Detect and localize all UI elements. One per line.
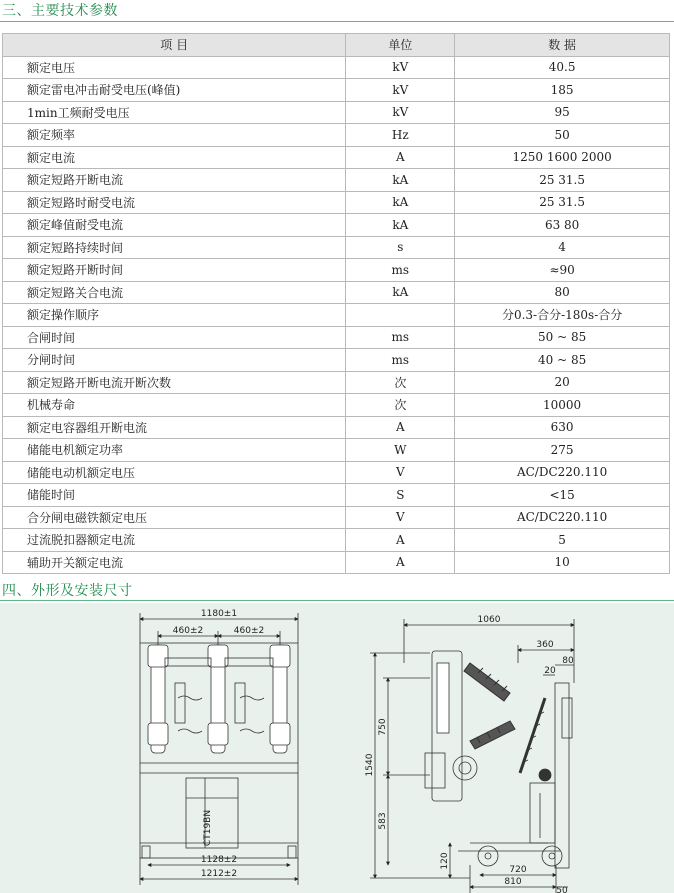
- row-value: AC/DC220.110: [455, 506, 670, 529]
- side-depth-label: 1060: [477, 615, 501, 625]
- front-base-outer-label: 1212±2: [200, 869, 238, 879]
- front-pitch-right-label: 460±2: [233, 626, 265, 636]
- row-value: 630: [455, 416, 670, 439]
- row-unit: ms: [346, 349, 455, 372]
- row-item: 储能时间: [3, 484, 346, 507]
- row-unit: kV: [346, 101, 455, 124]
- side-height-lower-label: 583: [378, 812, 388, 830]
- header-unit: 单位: [346, 34, 455, 57]
- table-row: [3, 101, 670, 124]
- row-value: 50 ~ 85: [455, 326, 670, 349]
- row-item: 额定电容器组开断电流: [3, 416, 346, 439]
- row-unit: kV: [346, 56, 455, 79]
- row-unit: S: [346, 484, 455, 507]
- table-row: [3, 461, 670, 484]
- table-row: [3, 394, 670, 417]
- table-row: [3, 304, 670, 327]
- row-value: 10000: [455, 394, 670, 417]
- table-row: [3, 146, 670, 169]
- row-item: 额定操作顺序: [3, 304, 346, 327]
- row-unit: A: [346, 529, 455, 552]
- row-unit: kA: [346, 169, 455, 192]
- header-value: 数 据: [455, 34, 670, 57]
- row-item: 额定雷电冲击耐受电压(峰值): [3, 79, 346, 102]
- table-row: [3, 529, 670, 552]
- row-value: 185: [455, 79, 670, 102]
- row-item: 额定短路开断时间: [3, 259, 346, 282]
- table-row: [3, 191, 670, 214]
- row-unit: W: [346, 439, 455, 462]
- side-810-label: 810: [504, 877, 522, 887]
- row-value: ≈90: [455, 259, 670, 282]
- row-value: <15: [455, 484, 670, 507]
- row-item: 辅助开关额定电流: [3, 551, 346, 574]
- row-item: 额定短路开断电流: [3, 169, 346, 192]
- row-item: 合闸时间: [3, 326, 346, 349]
- side-height-total-label: 1540: [365, 753, 375, 777]
- row-item: 储能电机额定功率: [3, 439, 346, 462]
- table-row: [3, 236, 670, 259]
- dims-section-title: 四、外形及安装尺寸: [2, 583, 133, 599]
- side-height-upper-label: 750: [378, 718, 388, 736]
- row-value: 10: [455, 551, 670, 574]
- table-row: [3, 439, 670, 462]
- row-item: 额定电压: [3, 56, 346, 79]
- spec-table: [2, 33, 670, 574]
- row-unit: [346, 304, 455, 327]
- row-value: 63 80: [455, 214, 670, 237]
- row-item: 储能电动机额定电压: [3, 461, 346, 484]
- row-item: 额定短路开断电流开断次数: [3, 371, 346, 394]
- specs-section-title: 三、主要技术参数: [2, 3, 118, 19]
- row-item: 额定短路时耐受电流: [3, 191, 346, 214]
- row-unit: s: [346, 236, 455, 259]
- side-50-label: 50: [556, 886, 568, 893]
- row-value: 80: [455, 281, 670, 304]
- row-value: 40 ~ 85: [455, 349, 670, 372]
- side-view: [370, 619, 574, 893]
- row-unit: kA: [346, 281, 455, 304]
- row-value: 20: [455, 371, 670, 394]
- row-unit: V: [346, 461, 455, 484]
- front-pitch-left-label: 460±2: [172, 626, 204, 636]
- row-value: 1250 1600 2000: [455, 146, 670, 169]
- row-unit: 次: [346, 394, 455, 417]
- row-value: 95: [455, 101, 670, 124]
- row-value: 4: [455, 236, 670, 259]
- row-value: 25 31.5: [455, 191, 670, 214]
- row-item: 额定频率: [3, 124, 346, 147]
- row-unit: Hz: [346, 124, 455, 147]
- row-value: 275: [455, 439, 670, 462]
- row-item: 分闸时间: [3, 349, 346, 372]
- dimension-drawing-svg: [0, 603, 674, 893]
- row-unit: A: [346, 551, 455, 574]
- table-row: [3, 281, 670, 304]
- spec-table-header: [3, 34, 670, 57]
- specs-title-rule: [0, 21, 674, 22]
- row-unit: A: [346, 416, 455, 439]
- row-value: 50: [455, 124, 670, 147]
- table-row: [3, 484, 670, 507]
- table-row: [3, 56, 670, 79]
- row-unit: kA: [346, 191, 455, 214]
- row-item: 额定峰值耐受电流: [3, 214, 346, 237]
- row-unit: kV: [346, 79, 455, 102]
- row-item: 合分闸电磁铁额定电压: [3, 506, 346, 529]
- table-row: [3, 416, 670, 439]
- row-value: 分0.3-合分-180s-合分: [455, 304, 670, 327]
- dimension-drawing: [0, 603, 674, 893]
- side-20-label: 20: [544, 666, 556, 676]
- row-unit: ms: [346, 326, 455, 349]
- row-unit: kA: [346, 214, 455, 237]
- row-unit: 次: [346, 371, 455, 394]
- row-value: 5: [455, 529, 670, 552]
- header-item: 项 目: [3, 34, 346, 57]
- row-unit: ms: [346, 259, 455, 282]
- table-row: [3, 371, 670, 394]
- row-item: 过流脱扣器额定电流: [3, 529, 346, 552]
- row-item: 额定短路持续时间: [3, 236, 346, 259]
- table-row: [3, 349, 670, 372]
- front-width-label: 1180±1: [200, 609, 238, 619]
- row-value: 40.5: [455, 56, 670, 79]
- table-row: [3, 79, 670, 102]
- table-row: [3, 259, 670, 282]
- table-row: [3, 169, 670, 192]
- front-base-inner-label: 1128±2: [200, 855, 238, 865]
- side-80-label: 80: [562, 656, 574, 666]
- row-unit: A: [346, 146, 455, 169]
- mechanism-label: CT19BN: [203, 809, 213, 847]
- row-item: 机械寿命: [3, 394, 346, 417]
- row-value: 25 31.5: [455, 169, 670, 192]
- row-unit: V: [346, 506, 455, 529]
- row-item: 1min工频耐受电压: [3, 101, 346, 124]
- table-row: [3, 124, 670, 147]
- table-row: [3, 214, 670, 237]
- side-720-label: 720: [509, 865, 527, 875]
- side-height-base-label: 120: [440, 852, 450, 870]
- dims-title-rule: [0, 600, 674, 601]
- side-360-label: 360: [536, 640, 554, 650]
- table-row: [3, 326, 670, 349]
- front-view: [140, 613, 298, 885]
- table-row: [3, 551, 670, 574]
- row-item: 额定短路关合电流: [3, 281, 346, 304]
- row-item: 额定电流: [3, 146, 346, 169]
- row-value: AC/DC220.110: [455, 461, 670, 484]
- table-row: [3, 506, 670, 529]
